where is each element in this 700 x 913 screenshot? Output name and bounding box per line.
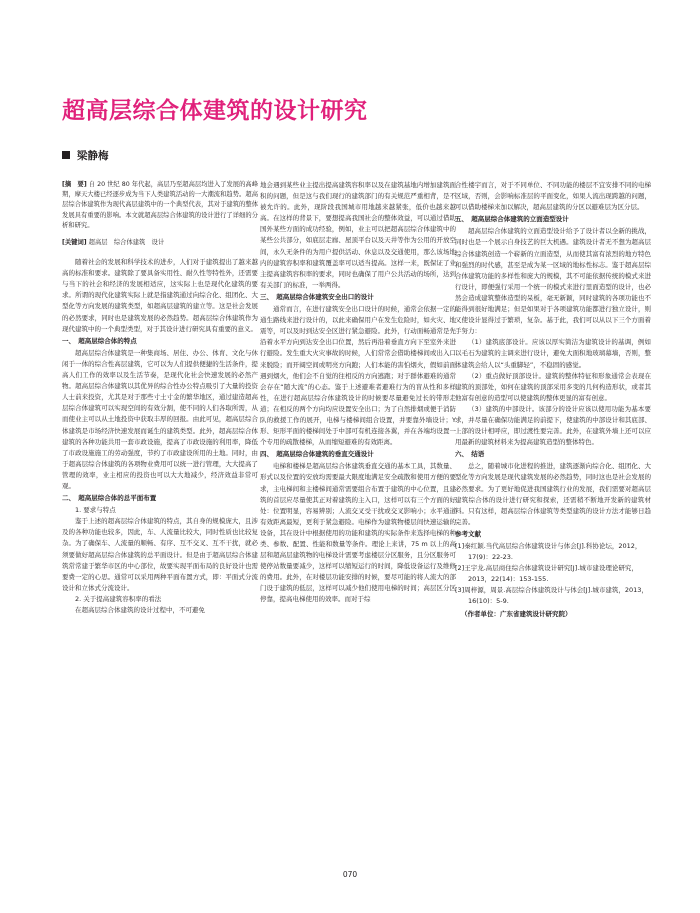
paragraph: （3）建筑的中部设计。该部分的设计应该以使用功能为基本要求，并尽量在确保功能满足的前提下，使建筑的中部设计和其底部、上部的设计相呼应，即过渡性要完善。此外，在建筑外墙上还可以应用最新的建筑材料来为提高建筑造型的整体特色。	[455, 404, 651, 447]
paragraph: 在超高层综合体建筑的设计过程中，不可避免	[75, 606, 205, 615]
paragraph: 鉴于上述的超高层综合体建筑的特点，其自身的规模庞大，且涉及的各种功能也较多，因此，车、人流量比较大，同时性质也比较复杂。为了确保车、人流量的顺畅、有序、互不交叉、互不干扰，就必须要做好超高层综合体建筑的总平面设计。但是由于超高层综合体建筑常常建于繁华市区的中心部位，故要实现平面布局的良好设计也需要费一定的心思。通常可以采用两种平面布置方式，即：平面式分流设计和立体式分流设计。	[62, 517, 258, 592]
abstract-label: [摘 要]	[62, 181, 87, 188]
subsection-heading: 1. 要求与特点	[75, 506, 116, 515]
section-heading: 参考文献	[455, 529, 481, 538]
paragraph: （2）重点做好顶部设计。建筑的整体特征和形象通常会表现在建筑的顶部处，如何在建筑的顶部采用多变的几何构造形状，或者其他富有创意的造型可以使建筑的整体更显的富有创意。	[455, 371, 651, 402]
column-1	[62, 180, 258, 616]
paragraph: 通常而言，在进行建筑安全出口设计的时候，通常会依据一定的通生路线来进行设计的，以此来确保用户在发生危险时，如火灾、地震等，可以及时到达安全区进行紧急避险。此外，行动面畅通常是先沿着水平方向到达安全出口位置，然后再沿着垂直方向下至室外来进行避险。发生重大火灾事故的时候，人们常常会借助楼梯间或出入口来脱险；而开阔空间或明亮方向跑；人们本能的害怕烟火，假如前面遇到烟火，他们会不自觉的往相反的方向逃跑；对于群体避难的通常会存在“随大流”的心态。鉴于上述避难者避难行为的盲从性和多样性，在进行超高层综合体建筑设计的时候要尽量避免过长的带形走道；在相反的两个方向均应设置安全出口；为了自然排烟或便于消防队的救援工作的展开，电梯与楼梯间组合设置，并要靠外墙设计；Y 形、矩形平面的楼梯间处于中部可有机连接各翼，并在各端均设置一个专用的疏散楼梯，从而缩短避难的有效距离。	[260, 305, 456, 447]
column-2-body	[260, 180, 456, 606]
paragraph: 电梯和楼梯是超高层综合体建筑垂直交通的基本工具，其数量、形式以及位置的安放均需要最大限度地满足安全疏散和使用方便的要求，主电梯间和主楼梯间通常需要组合布置于建筑的中心位置，且建筑的首层应尽量使其正对着建筑的主入口，这样可以有三个方面的好处：位置明显，容易辨别；人流交叉受干扰或交叉影响小；水平通道有效距离最短，更利于紧急避险。电梯作为建筑物楼层间快速运输的设备，其在设计中根据使用的功能和建筑的实际条件来选择电梯的种类、参数、配置、性能和数量等条件。理论上来讲，75 m 以上的高层和超高层建筑物的电梯设计需要考虑楼层分区服务，且分区服务可使停站数量要减少，这样可以缩短运行的时间，降低设备运行及维修的费用。此外，在对楼层功能安排的时候，要尽可能的将人流大的部门设于建筑的低层，这样可以减少他们使用电梯的时间；高层区分区停靠，提高电梯使用的效率。而对于综	[260, 462, 456, 604]
section-heading: 四、 超高层综合体建筑的垂直交通设计	[260, 450, 374, 459]
column-3-body	[455, 180, 651, 620]
subsection-heading: 2. 关于提高建筑容积率的看法	[75, 594, 162, 603]
column-1-body	[62, 257, 258, 616]
section-heading: 二、 超高层综合体的总平面布置	[62, 494, 157, 503]
reference-item: [2]王宇龙.高层商住综合体建筑设计研究[J].城市建设理论研究，2013，22(14)：153-155.	[455, 564, 638, 584]
abstract	[62, 180, 258, 231]
keywords-label: [关键词]	[62, 239, 87, 247]
page-number: 070	[342, 870, 358, 879]
author-affiliation: （作者单位：广东省建筑设计研究院）	[461, 609, 572, 618]
paragraph-continued: 地会遇到某些业主提出提高建筑容积率以及在建筑基地内增加建筑面积的问题，但是这与我们现行的建筑部门的有关规范严重相背，是不被允许的。此外，现阶段我国城市用地越来越紧张，低价也越来越高。在这样的背景下，要想提高我国社会的整体效益，可以通过借助国外某些方面的成功经验，例如，业主可以把超高层综合体建筑中的某些公共部分，如底层走廊、屋顶平台以及天井等作为公用的开放空间，永久无条件的为用户提供活动、休息以及交通使用，那么该场地内的建筑容积率和建筑覆盖率可以适当提高。这样一来，既保证了业主提高建筑容积率的要求，同时也确保了用户公共活动的场所，达到有关部门的标准，一举两得。	[260, 181, 456, 289]
paragraph: 随着社会的发展和科学技术的进步，人们对于建筑提出了越来越高的标准和要求。建筑除了要具备实用性、耐久性等特性外，还需要与当下的社会和经济的发展相适应，这实际上也是现代化建筑的要求。所谓的现代化建筑实际上就是指建筑通过向综合化、组团化、大型化等方向发展的建筑类型，如超高层建筑的建立等。这是社会发展的必然要求，同时也是建筑发展的必然趋势。超高层综合体建筑作为现代建筑中的一个典型类型，对于其设计进行研究具有重要的意义。	[62, 258, 258, 333]
abstract-text: 自 20 世纪 80 年代起，高层乃至超高层均进入了发展的高峰期，摩天大楼已经逐步成为当下人类建筑活动的一大潮流和趋势。超高层综合体建筑作为现代高层建筑中的一个典型代表，其对于建筑的整体发展具有重要的影响。本文就超高层综合体建筑的设计进行了详细的分析和研究。	[62, 181, 258, 229]
paragraph: 超高层综合体建筑的立面造型设计给予了设计者以全新的挑战，同时也是一个展示自身技艺的巨大机遇。建筑设计者无不想为超高层综合体建筑创造一个崭新的立面造型，从而使其富有浓烈的地方特色和强烈的时代感，甚至是成为某一区域的地标性标志。鉴于超高层综合体建筑功能的多样性和庞大的规模，其不可能依据传统的模式来进行设计，即便强行采用一个统一的模式来进行里面造型的设计，也必然会造成建筑整体造型的呆板，毫无新颖，同时建筑的各项功能也不能得到很好地满足；但是如果对于各项建筑功能都进行独立设计，则又使设计显得过于繁琐，复杂。基于此，我们可以从以下三个方面着手努力：	[455, 227, 651, 336]
column-2	[260, 180, 456, 606]
paragraph-continued: 合性楼宇而言，对于不同单位、不同功能的楼层不宜安排不同的电梯区域，否则，会影响标准层的平面变化，如果人流出现跨越的问题，可以借助楼梯来加以解决，超高层建筑的分区以避难层为区分层。	[455, 181, 651, 212]
paragraph: 总之，随着城市化进程的推进，建筑逐渐向综合化、组团化、大型化等方向发展是现代建筑发展的必然趋势，同时这也是社会发展的必然要求。为了更好地促进我国建筑行业的发展，我们需要对超高层建筑综合体的设计进行研究和探索，还需稍不断地开发新的建筑材料。只有这样，超高层综合体建筑等类型建筑的设计方法才能够日趋完善。	[455, 462, 651, 526]
author-line	[62, 148, 109, 163]
keywords-text: 超高层 综合体建筑 设计	[88, 239, 165, 247]
reference-item: [3]周梓源，周景.高层综合体建筑设计与体会[J].城市建筑，2013，16(10)：5-9.	[455, 586, 648, 606]
reference-item: [1]秦红颖.当代高层综合体建筑设计与体会[J].科协论坛，2012，17(9)：22-23.	[455, 542, 642, 562]
paragraph: 超高层综合体建筑是一种集商场、居住、办公、体育、文化与休闲于一体的综合性高层建筑，它可以为人们提供便捷的生活条件，提高人们工作的效率以及生活节奏，是现代化社会快速发展的必然产物。超高层综合体建筑以其优异的综合性办公特点吸引了大量的投资人士前来投资，尤其是对于那些寸土寸金的繁华地区，通过建造超高层综合体建筑可以实现空间的有效分割，使不同的人们各取所需，从而使业主可以从土地投资中获取丰厚的回报。由此可见，超高层综合体建筑是市场经济快速发展而诞生的建筑类型。此外，超高层综合体建筑的各种功能共用一套市政设施，提高了市政设施的利用率，降低了市政设施施工的劳动强度，节约了市政建设所用的土地。同时，由于超高层综合体建筑的各项物业费用可以统一进行管理，大大提高了管理的效率，业主相应的投资也可以大大地减少，经济效益非常可观。	[62, 348, 258, 490]
section-heading: 一、 超高层综合体的特点	[62, 336, 137, 345]
keywords	[62, 237, 258, 248]
paragraph: （1）建筑底部设计。应该以厚实简洁为建筑设计的基调，例如以毛石为建筑的主调来进行设计，避免大面积地玻璃幕墙，否则，整体建筑会给人以“头重脚轻”，不稳固的感觉。	[455, 338, 651, 369]
column-3	[455, 180, 651, 620]
section-heading: 五、 超高层综合体建筑的立面造型设计	[455, 215, 569, 224]
section-heading: 六、 结语	[455, 450, 485, 459]
bullet-square-icon	[62, 151, 70, 159]
section-heading: 三、 超高层综合体建筑安全出口的设计	[260, 292, 374, 301]
author-name: 梁静梅	[77, 150, 109, 162]
article-title: 超高层综合体建筑的设计研究	[62, 98, 368, 124]
